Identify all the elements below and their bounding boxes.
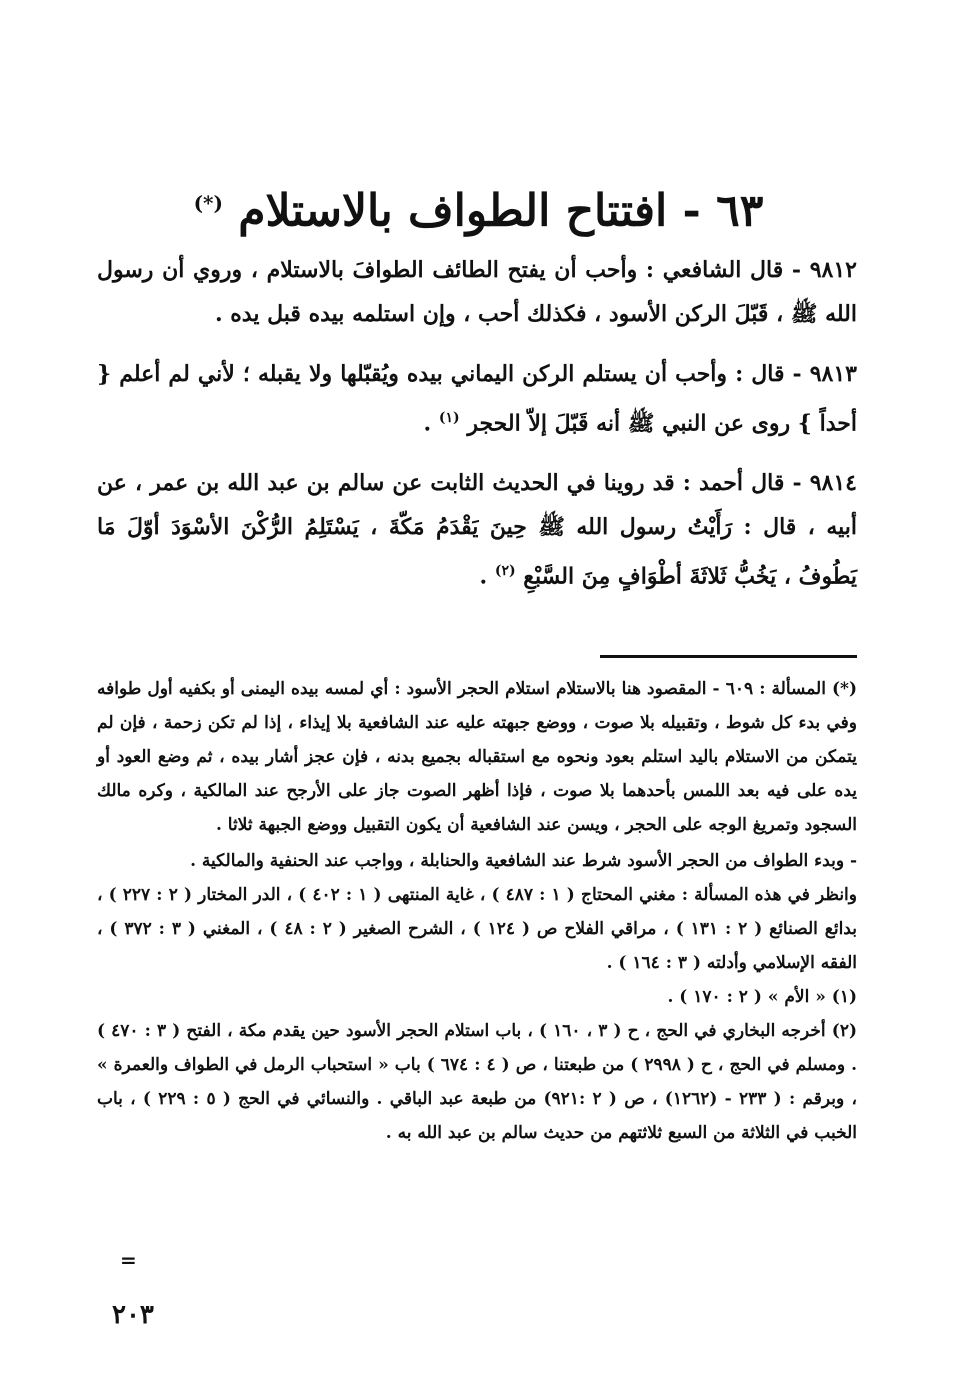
footnotes (97, 672, 857, 1150)
paragraph-9814 (97, 461, 857, 598)
footnote-main: (*) المسألة : ٦٠٩ - المقصود هنا بالاستلام استلام الحجر الأسود : أي لمسه بيده اليمنى أو بكفيه أول طوافه وفي بدء كل شوط ، وتقبيله بلا صوت ، ووضع جبهته عليه عند الشافعية بلا إيذاء ، إذا لم تكن زحمة ، فإن لم يتمكن من الاستلام باليد استلم بعود ونحوه مع استقباله بجميع بدنه ، فإن عجز أشار بيده ، ثم وضع العود أو يده على فيه بعد اللمس بأحدهما بلا صوت ، فإذا أظهر الصوت جاز على الأرجح عند المالكية ، وكره مالك السجود وتمريغ الوجه على الحجر ، ويسن عند الشافعية أن يكون التقبيل ووضع الجبهة ثلاثا . (97, 679, 857, 835)
footnote-divider (600, 655, 857, 658)
footnote-1: (١) « الأم » ( ٢ : ١٧٠ ) . (667, 987, 857, 1007)
chapter-title (100, 168, 857, 247)
footnote-ref: (٢) (494, 563, 516, 580)
footnote-line: - وبدء الطواف من الحجر الأسود شرط عند الشافعية والحنابلة ، وواجب عند الحنفية والمالكية . (190, 851, 857, 871)
chapter-title-marker: (*) (193, 191, 223, 215)
paragraph-text: ٩٨١٢ - قال الشافعي : وأحب أن يفتح الطائف الطوافَ بالاستلام ، وروي أن رسول الله ﷺ ، قَبّلَ الركن الأسود ، فكذلك أحب ، وإن استلمه بيده قبل يده . (97, 257, 857, 327)
continuation-mark: = (120, 1248, 137, 1272)
paragraph-text: ٩٨١٣ - قال : وأحب أن يستلم الركن اليماني بيده ويُقبّلها ولا يقبله ؛ لأني لم أعلم { أحداً } روى عن النبي ﷺ أنه قَبّلَ إلاّ الحجر (97, 361, 857, 437)
paragraph-9812 (97, 248, 857, 336)
footnote-references: وانظر في هذه المسألة : مغني المحتاج ( ١ : ٤٨٧ ) ، غاية المنتهى ( ١ : ٤٠٢ ) ، الدر المختار ( ٢ : ٢٢٧ ) ، بدائع الصنائع ( ٢ : ١٣١ ) ، مراقي الفلاح ص ( ١٢٤ ) ، الشرح الصغير ( ٢ : ٤٨ ) ، المغني ( ٣ : ٣٧٢ ) ، الفقه الإسلامي وأدلته ( ٣ : ١٦٤ ) . (97, 885, 857, 973)
paragraph-text: ٩٨١٤ - قال أحمد : قد روينا في الحديث الثابت عن سالم بن عبد الله بن عمر ، عن أبيه ، قال : رَأَيْتُ رسول الله ﷺ حِينَ يَقْدَمُ مَكّةَ ، يَسْتَلِمُ الرُّكْنَ الأسْوَدَ أوّلَ مَا يَطُوفُ ، يَخُبُّ ثَلاثَةَ أطْوَافٍ مِنَ السَّبْعِ (97, 470, 857, 590)
paragraph-9813 (97, 352, 857, 445)
paragraph-end: . (423, 410, 439, 437)
page-number: ٢٠٣ (112, 1300, 154, 1330)
paragraph-end: . (479, 563, 495, 590)
main-text (97, 248, 857, 615)
footnote-2: (٢) أخرجه البخاري في الحج ، ح ( ٣ ، ١٦٠ ) ، باب استلام الحجر الأسود حين يقدم مكة ، الفتح ( ٣ : ٤٧٠ ) . ومسلم في الحج ، ح ( ٢٩٩٨ ) من طبعتنا ، ص ( ٤ : ٦٧٤ ) باب « استحباب الرمل في الطواف والعمرة » ، وبرقم : ( ٢٣٣ - (١٢٦٢) ، ص ( ٢ :٩٢١) من طبعة عبد الباقي . والنسائي في الحج ( ٥ : ٢٢٩ ) ، باب الخبب في الثلاثة من السبع ثلاثتهم من حديث سالم بن عبد الله به . (97, 1021, 858, 1143)
chapter-title-text: ٦٣ - افتتاح الطواف بالاستلام (238, 185, 764, 237)
footnote-ref: (١) (438, 410, 460, 426)
